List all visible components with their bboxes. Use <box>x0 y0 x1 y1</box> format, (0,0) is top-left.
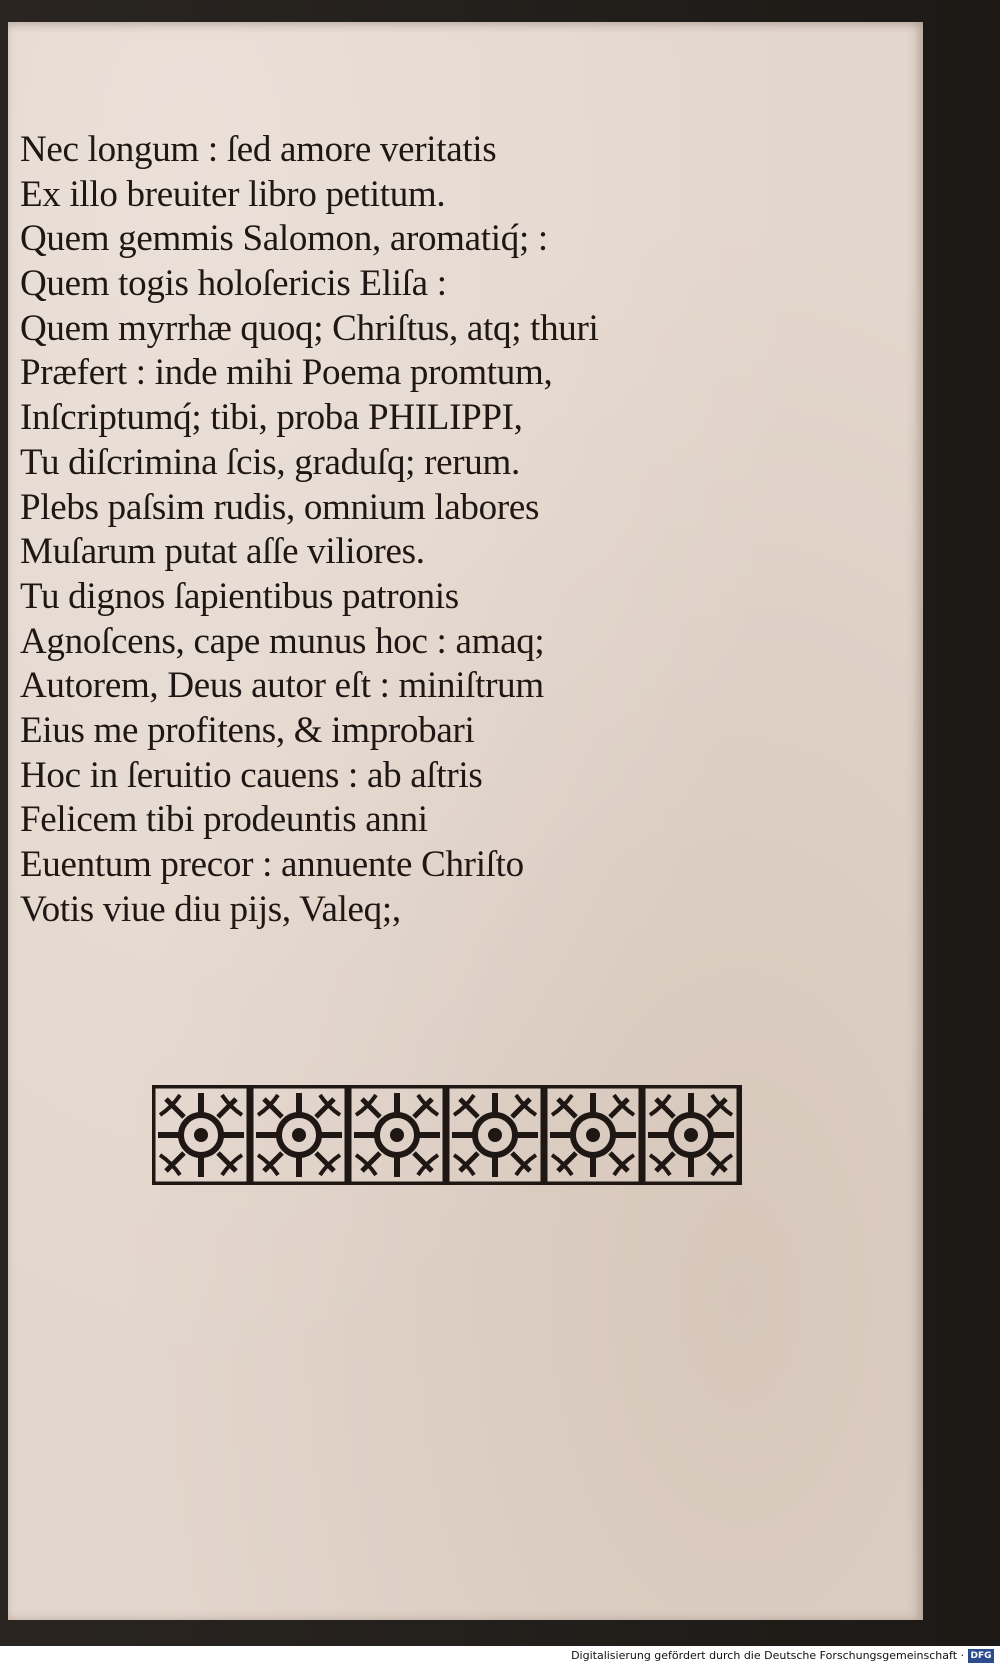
dfg-logo-icon: DFG <box>968 1649 994 1663</box>
poem-line: Hoc in ſeruitio cauens : ab aſtris <box>20 754 483 796</box>
poem-line: Tu dignos ſapientibus patronis <box>20 575 459 617</box>
poem-line: Quem togis holoſericis Eliſa : <box>20 263 447 305</box>
poem-line: Ex illo breuiter libro petitum. <box>20 173 446 215</box>
poem-line: Nec longum : ſed amore veritatis <box>20 129 497 170</box>
poem-line: Eius me profitens, & improbari <box>20 709 475 751</box>
poem-line: Quem gemmis Salomon, aromatiq́; : <box>20 218 548 260</box>
poem-text <box>20 128 760 932</box>
poem-line: Præfert : inde mihi Poema promtum, <box>20 352 553 394</box>
poem-line: Autorem, Deus autor eſt : miniſtrum <box>20 665 544 707</box>
footer-credit: Digitalisierung gefördert durch die Deutsche Forschungsgemeinschaft · <box>571 1649 964 1662</box>
poem-line: Votis viue diu pijs, Valeq;, <box>20 888 401 930</box>
poem-line: Euentum precor : annuente Chriſto <box>20 844 524 885</box>
poem-line: Agnoſcens, cape munus hoc : amaq; <box>20 620 545 662</box>
ornament-band-icon <box>152 1085 742 1185</box>
digitization-footer <box>0 1646 1000 1667</box>
poem-line: Quem myrrhæ quoq; Chriſtus, atq; thuri <box>20 307 599 349</box>
poem-line: Tu diſcrimina ſcis, graduſq; rerum. <box>20 441 520 483</box>
poem-line: Felicem tibi prodeuntis anni <box>20 799 428 841</box>
poem-line: Inſcriptumq́; tibi, proba PHILIPPI, <box>20 397 523 439</box>
poem-line: Plebs paſsim rudis, omnium labores <box>20 486 540 528</box>
book-page <box>8 22 923 1620</box>
poem-line: Muſarum putat aſſe viliores. <box>20 531 425 573</box>
